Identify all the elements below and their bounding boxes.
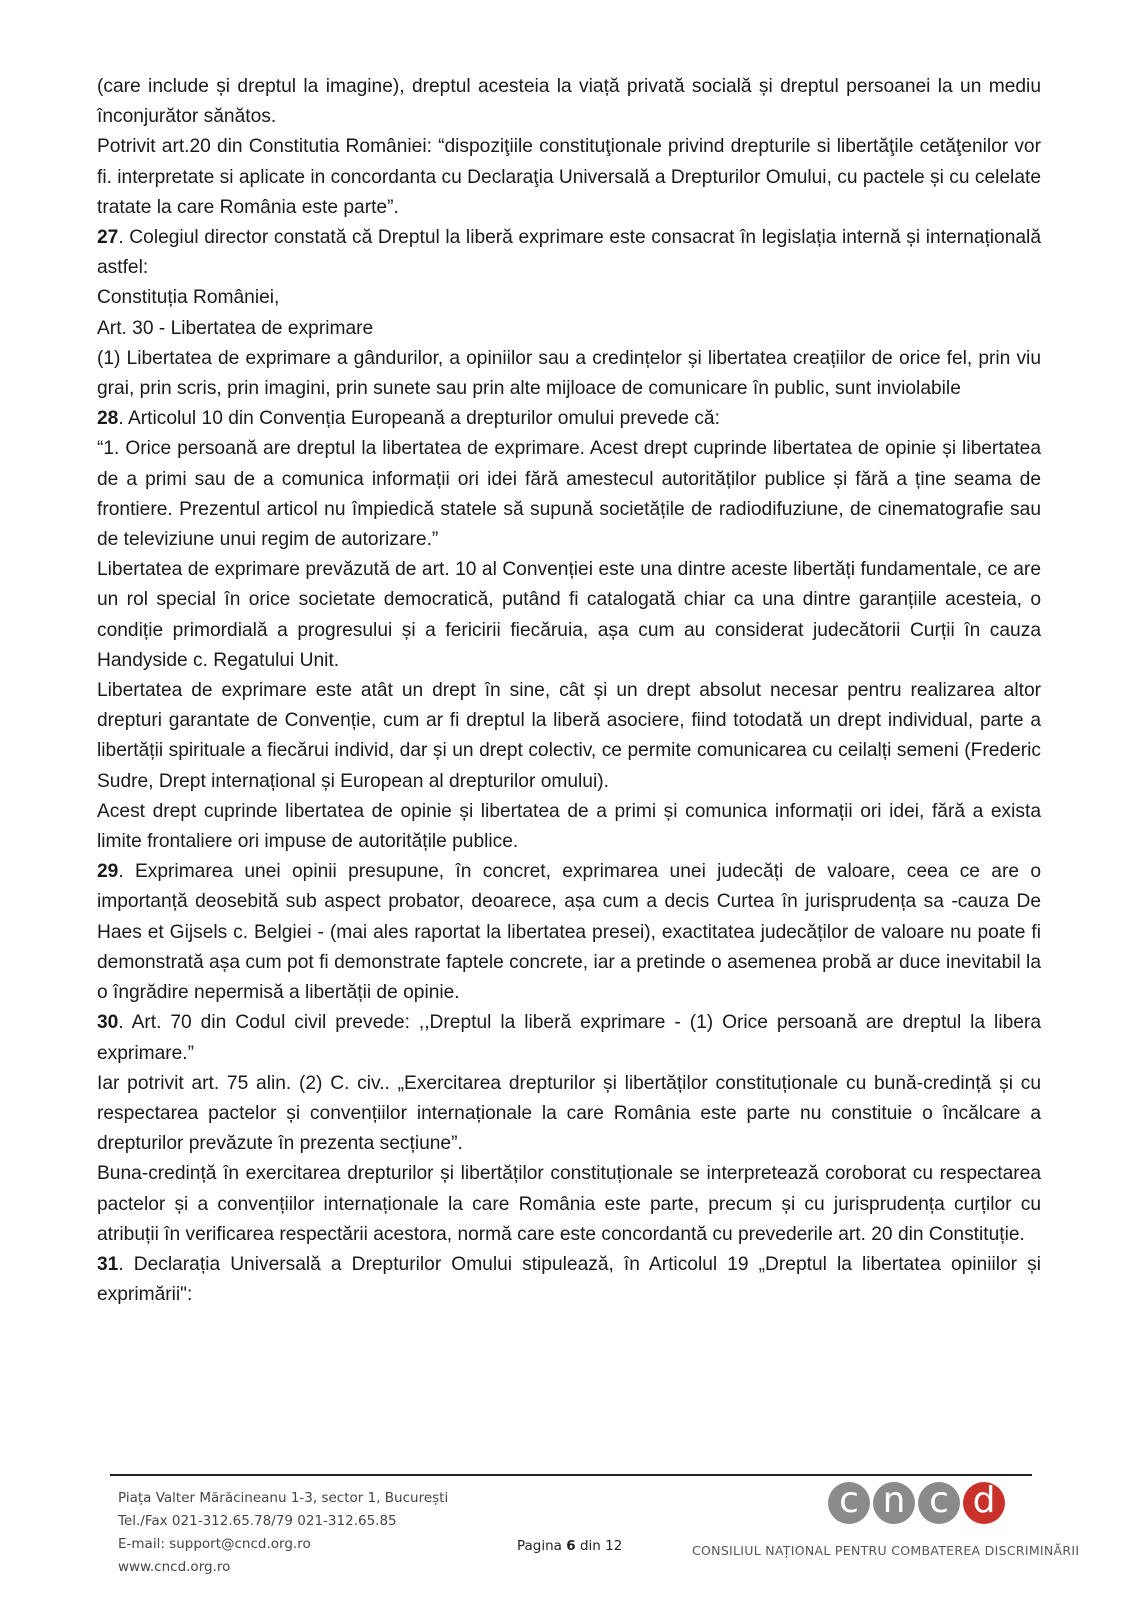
paragraph-number: 30 [97,1012,119,1034]
paragraph [97,314,1041,344]
paragraph-text: . Articolul 10 din Convenția Europeană a drepturilor omului prevede că: [118,408,720,430]
paragraph [97,1159,1041,1250]
paragraph [97,797,1041,857]
paragraph [97,1250,1041,1310]
logo-letter: c [828,1482,870,1524]
paragraph [97,283,1041,313]
paragraph-number: 28 [97,408,119,430]
footer-phone: Tel./Fax 021-312.65.78/79 021-312.65.85 [118,1513,397,1529]
paragraph [97,857,1041,1008]
logo-letter: c [918,1482,960,1524]
paragraph [97,434,1041,555]
paragraph [97,1008,1041,1068]
paragraph-text: Libertatea de exprimare este atât un drept în sine, cât și un drept absolut necesar pentru realizarea altor drepturi garantate de Convenție, cum ar fi dreptul la liberă asociere, fiind totodată un drept individual, parte a libertății spirituale a fiecărui individ, dar și un drept colectiv, ce permite comunicarea cu ceilalți semeni (Frederic Sudre, Drept internațional și European al drepturilor omului). [97,680,1041,792]
footer-email: E-mail: support@cncd.org.ro [118,1536,311,1552]
cncd-logo [828,1482,1005,1524]
paragraph-text: Constituția României, [97,287,280,309]
paragraph-text: Libertatea de exprimare prevăzută de art. 10 al Convenției este una dintre aceste libertăți fundamentale, ce are un rol special în orice societate democratică, putând fi catalogată chiar ca una dintre garanțiile acesteia, o condiție primordială a progresului și a fericirii fiecăruia, așa cum au considerat judecătorii Curții în cauza Handyside c. Regatului Unit. [97,559,1041,671]
paragraph [97,404,1041,434]
organization-name: CONSILIUL NAȚIONAL PENTRU COMBATEREA DISCRIMINĂRII [692,1543,1080,1558]
footer-divider [110,1474,1032,1476]
paragraph [97,344,1041,404]
paragraph-text: “1. Orice persoană are dreptul la libertatea de exprimare. Acest drept cuprinde libertatea de opinie și libertatea de a primi sau de a comunica informații ori idei fără amestecul autorităților publice și fără a ține seama de frontiere. Prezentul articol nu împiedică statele să supună societățile de radiodifuziune, de cinematografie sau de televiziune unui regim de autorizare.” [97,438,1041,551]
paragraph-text: (1) Libertatea de exprimare a gândurilor, a opiniilor sau a credințelor și libertatea creațiilor de orice fel, prin viu grai, prin scris, prin imagini, prin sunete sau prin alte mijloace de comunicare în public, sunt inviolabile [97,347,1041,400]
paragraph-number: 27 [97,227,119,249]
paragraph [97,555,1041,676]
paragraph-text: Buna-credință în exercitarea drepturilor și libertăților constituționale se interpretează coroborat cu respectarea pactelor și a convențiilor internaționale la care România este parte, precum și cu jurisprudența curților cu atribuții în verificarea respectării acestora, normă care este concordantă cu prevederile art. 20 din Constituție. [97,1163,1041,1245]
paragraph-text: Acest drept cuprinde libertatea de opinie și libertatea de a primi și comunica informații ori idei, fără a exista limite frontaliere ori impuse de autoritățile publice. [97,800,1041,853]
paragraph-text: Art. 30 - Libertatea de exprimare [97,317,374,339]
page-total: 12 [605,1538,623,1554]
logo-letter: d [963,1482,1005,1524]
page-number [517,1538,622,1554]
footer-address: Piața Valter Mărăcineanu 1-3, sector 1, București [118,1490,449,1506]
paragraph [97,132,1041,223]
footer-website: www.cncd.org.ro [118,1559,231,1575]
paragraph-text: Iar potrivit art. 75 alin. (2) C. civ.. „Exercitarea drepturilor și libertăților constituționale cu bună-credință și cu respectarea pactelor și convențiilor internaționale la care România este parte nu constituie o încălcare a drepturilor prevăzute în prezenta secțiune”. [97,1072,1041,1155]
paragraph-text: . Declarația Universală a Drepturilor Omului stipulează, în Articolul 19 „Dreptul la libertatea opiniilor și exprimării": [97,1253,1041,1306]
page-mid: din [575,1538,606,1554]
paragraph-text: . Art. 70 din Codul civil prevede: ,,Dreptul la liberă exprimare - (1) Orice persoană are dreptul la libera exprimare.” [97,1012,1041,1064]
paragraph-number: 29 [97,861,119,883]
page-current: 6 [566,1538,576,1554]
paragraph-text: . Colegiul director constată că Dreptul la liberă exprimare este consacrat în legislația internă și internațională astfel: [97,227,1041,279]
logo-letter: n [873,1482,915,1524]
paragraph-number: 31 [97,1253,119,1275]
footer-contact [118,1487,448,1579]
paragraph-text: . Exprimarea unei opinii presupune, în concret, exprimarea unei judecăți de valoare, ceea ce are o importanță deosebită sub aspect probator, deoarece, așa cum a decis Curtea în jurisprudența sa -cauza De Haes et Gijsels c. Belgiei - (mai ales raportat la libertatea presei), exactitatea judecăților de valoare nu poate fi demonstrată așa cum pot fi demonstrate faptele concrete, iar a pretinde o asemenea probă ar duce inevitabil la o îngrădire nepermisă a libertății de opinie. [97,861,1041,1004]
paragraph [97,1069,1041,1160]
page-prefix: Pagina [517,1538,567,1554]
paragraph-text: Potrivit art.20 din Constitutia României: “dispoziţiile constituţionale privind drepturile si libertăţile cetăţenilor vor fi. interpretate si aplicate in concordanta cu Declaraţia Universală a Drepturilor Omului, cu pactele și cu celelate tratate la care România este parte”. [97,136,1041,218]
paragraph-text: (care include și dreptul la imagine), dreptul acesteia la viață privată socială și dreptul persoanei la un mediu înconjurător sănătos. [97,76,1041,128]
paragraph [97,72,1041,132]
document-body [97,72,1041,1310]
paragraph [97,676,1041,797]
paragraph [97,223,1041,283]
